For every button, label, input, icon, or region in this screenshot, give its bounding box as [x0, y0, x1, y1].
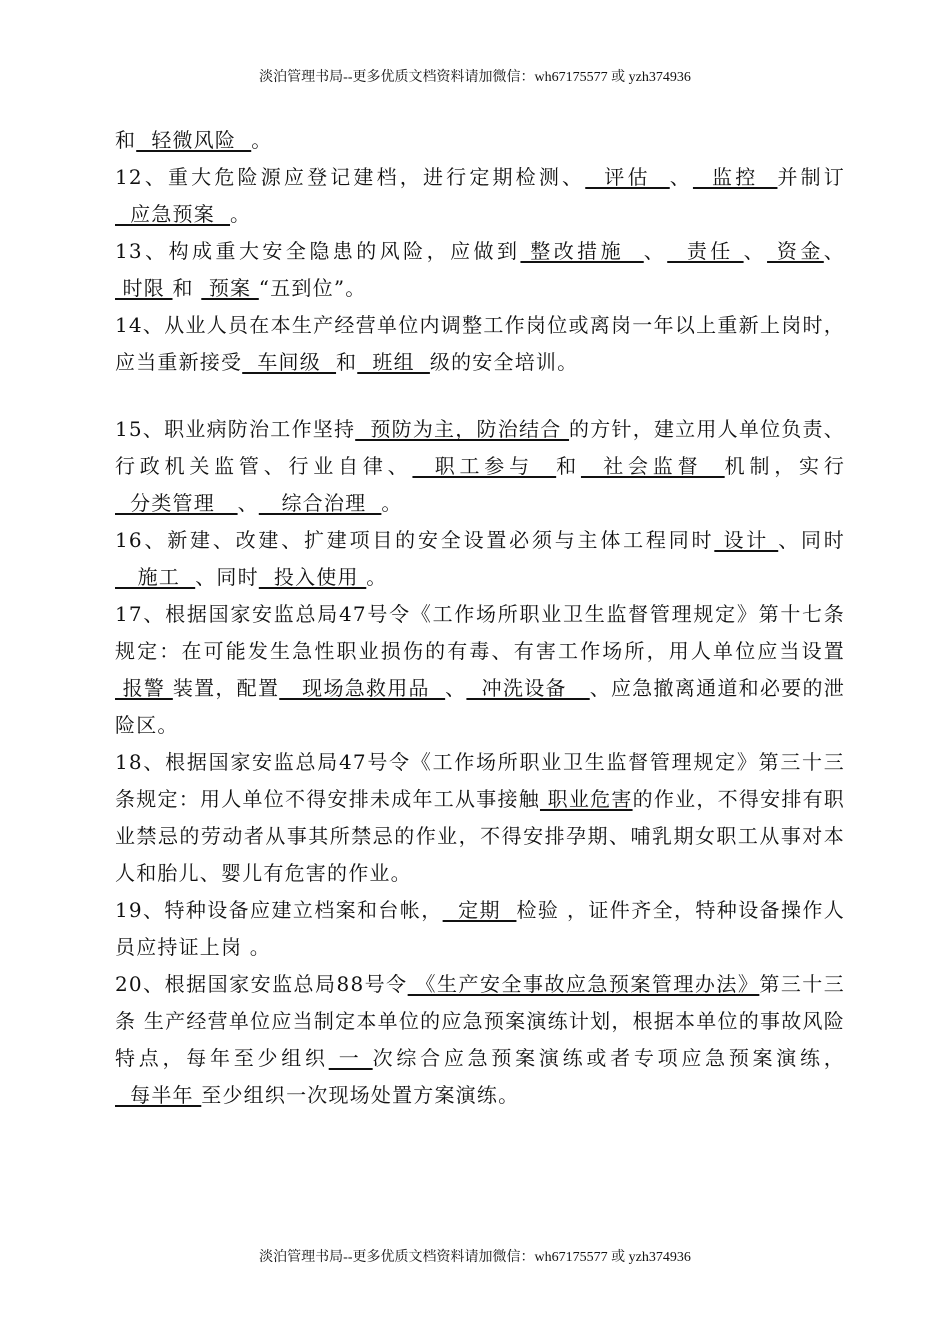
- answer-blank: 定期: [442, 898, 517, 922]
- answer-blank: 预案: [201, 276, 259, 300]
- question-q14: [115, 307, 845, 381]
- answer-blank: 冲洗设备: [466, 676, 590, 700]
- answer-blank: 车间级: [242, 350, 337, 374]
- question-text: 机制，实行: [724, 454, 846, 478]
- question-text: 至少组织一次现场处置方案演练。: [201, 1083, 520, 1107]
- question-text: 并制订: [777, 165, 846, 189]
- paragraph-spacer: [115, 381, 845, 411]
- answer-blank: 报警: [115, 676, 173, 700]
- question-q12: [115, 159, 845, 233]
- answer-blank: 一: [328, 1046, 373, 1070]
- question-text: 、: [643, 239, 668, 263]
- question-text: 。: [230, 202, 252, 226]
- answer-blank: 设计: [714, 528, 779, 552]
- question-text: 装置，配置: [172, 676, 280, 700]
- question-q20: [115, 966, 845, 1114]
- answer-blank: 分类管理: [115, 491, 238, 515]
- answer-blank: 责任: [667, 239, 744, 263]
- answer-blank: 时限: [115, 276, 173, 300]
- answer-blank: 每半年: [115, 1083, 202, 1107]
- document-body: [115, 122, 845, 1114]
- question-text: 。: [366, 565, 388, 589]
- question-text: 。: [251, 128, 273, 152]
- question-text: 检验 ，证件齐全，特种设备操作人员应持证上岗 。: [115, 898, 845, 959]
- answer-blank: 评估: [585, 165, 670, 189]
- answer-blank: 现场急救用品: [279, 676, 446, 700]
- question-text: 、: [669, 165, 693, 189]
- answer-blank: 预防为主，防治结合: [355, 417, 570, 441]
- question-text: 、: [237, 491, 259, 515]
- question-text: 14、从业人员在本生产经营单位内调整工作岗位或离岗一年以上重新上岗时，应当重新接受: [115, 313, 845, 374]
- question-text: 20、根据国家安监总局88号令: [115, 972, 408, 996]
- question-text: 19、特种设备应建立档案和台帐，: [115, 898, 443, 922]
- question-q19: [115, 892, 845, 966]
- question-text: 12、重大危险源应登记建档，进行定期检测、: [115, 165, 586, 189]
- question-p11-cont: [115, 122, 845, 159]
- answer-blank: 职工参与: [412, 454, 557, 478]
- page-footer-watermark: 淡泊管理书局--更多优质文档资料请加微信：wh67175577 或 yzh374936: [259, 1250, 691, 1265]
- question-text: “五到位”。: [258, 276, 367, 300]
- question-text: 级的安全培训。: [429, 350, 579, 374]
- question-text: 次综合应急预案演练或者专项应急预案演练，: [372, 1046, 845, 1070]
- question-text: 、: [445, 676, 467, 700]
- question-text: 18、根据国家安监总局47号令《工作场所职业卫生监督管理规定》第三十三条规定：用人单位不得安排未成年工从事接触: [115, 750, 845, 811]
- answer-blank: 《生产安全事故应急预案管理办法》: [407, 972, 760, 996]
- question-q13: [115, 233, 845, 307]
- question-text: 17、根据国家安监总局47号令《工作场所职业卫生监督管理规定》第十七条规定：在可能发生急性职业损伤的有毒、有害工作场所，用人单位应当设置: [115, 602, 845, 663]
- answer-blank: 监控: [692, 165, 778, 189]
- question-text: 15、职业病防治工作坚持: [115, 417, 356, 441]
- question-q16: [115, 522, 845, 596]
- answer-blank: 应急预案: [115, 202, 231, 226]
- question-text: 16、新建、改建、扩建项目的安全设置必须与主体工程同时: [115, 528, 715, 552]
- question-text: 、同时: [195, 565, 259, 589]
- question-q17: [115, 596, 845, 744]
- answer-blank: 班组: [357, 350, 430, 374]
- answer-blank: 资金: [767, 239, 824, 263]
- question-text: 、应急撤离通道和必要的泄险区。: [115, 676, 845, 737]
- question-text: 的方针，建立用人单位负责、行政机关监管、行业自律、: [115, 417, 845, 478]
- question-q18: [115, 744, 845, 892]
- answer-blank: 投入使用: [258, 565, 367, 589]
- answer-blank: 职业危害: [539, 787, 633, 811]
- question-text: 和: [556, 454, 581, 478]
- question-text: 13、构成重大安全隐患的风险，应做到: [115, 239, 521, 263]
- question-text: 、: [743, 239, 768, 263]
- answer-blank: 轻微风险: [136, 128, 252, 152]
- question-q15: [115, 411, 845, 522]
- question-text: 和: [172, 276, 202, 300]
- question-text: 和: [115, 128, 137, 152]
- answer-blank: 施工: [115, 565, 196, 589]
- question-text: 的作业，不得安排有职业禁忌的劳动者从事其所禁忌的作业，不得安排孕期、哺乳期女职工从事对本人和胎儿、婴儿有危害的作业。: [115, 787, 846, 885]
- answer-blank: 综合治理: [258, 491, 382, 515]
- page-header-watermark: 淡泊管理书局--更多优质文档资料请加微信：wh67175577 或 yzh374936: [259, 70, 691, 85]
- question-text: 、: [823, 239, 845, 263]
- question-text: 。: [381, 491, 403, 515]
- question-text: 、同时: [778, 528, 846, 552]
- question-text: 和: [336, 350, 358, 374]
- question-text: 第三十三条 生产经营单位应当制定本单位的应急预案演练计划，根据本单位的事故风险特点，每年至少组织: [115, 972, 845, 1070]
- answer-blank: 整改措施: [520, 239, 644, 263]
- answer-blank: 社会监督: [580, 454, 725, 478]
